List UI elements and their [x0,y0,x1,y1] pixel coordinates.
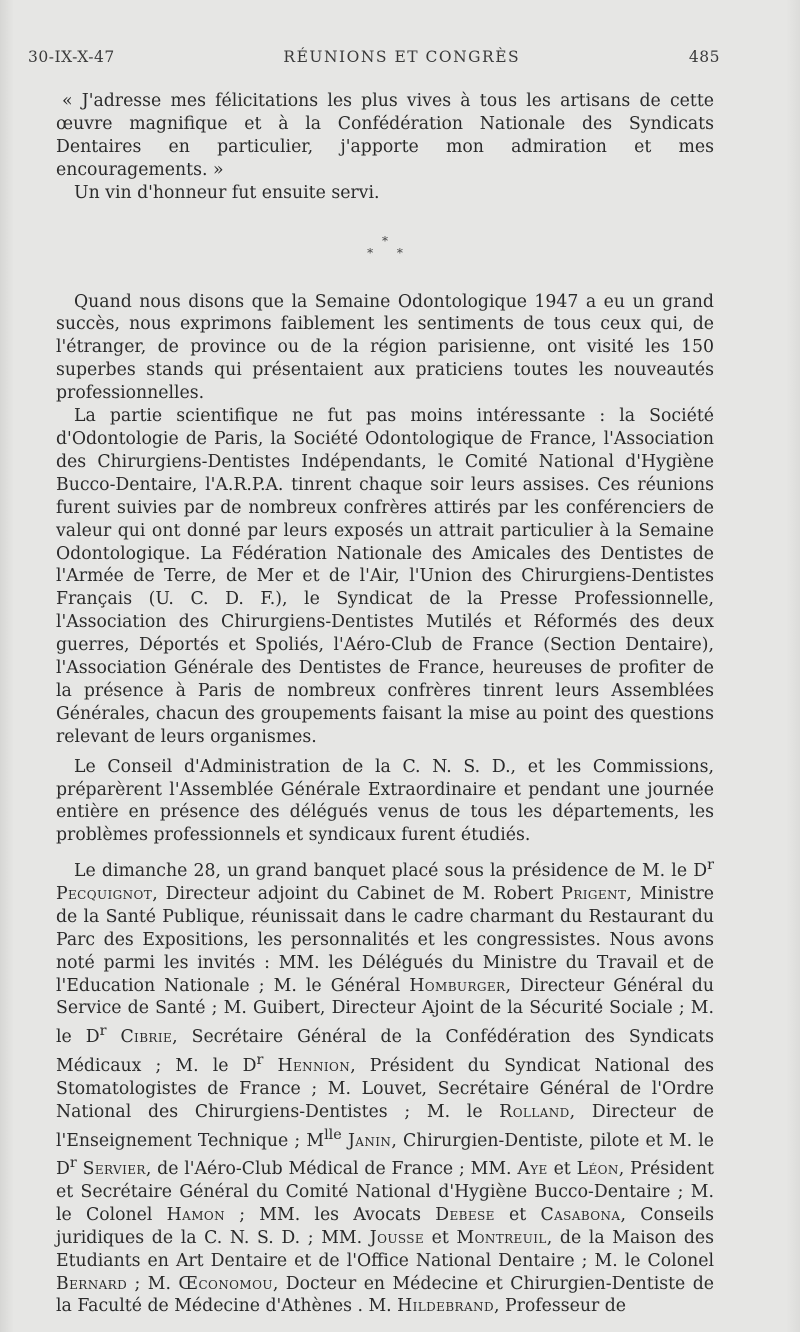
header-section-title: RÉUNIONS ET CONGRÈS [283,48,521,66]
person-name: Hennion [277,1055,351,1076]
person-name: Rolland [499,1101,570,1122]
person-name: Montreuil [456,1227,547,1248]
scientific-paragraph: La partie scientifique ne fut pas moins intéressante : la Société d'Odontologie de Paris, la Société Odontologique de France, l'Association des Chirurgiens-Dentistes Indépendants, le Comité National d'Hygiène Bucco-Dentaire, l'A.R.P.A. tinrent chaque soir leurs assises. Ces réunions furent suivies par de nombreux confrères attirés par les conférenciers de valeur qui ont donné par leurs exposés un attrait particulier à la Semaine Odontologique. La Fédération Nationale des Amicales des Dentistes de l'Armée de Terre, de Mer et de l'Air, l'Union des Chirurgiens-Dentistes Français (U. C. D. F.), le Syndicat de la Presse Professionnelle, l'Association des Chirurgiens-Dentistes Mutilés et Réformés des deux guerres, Déportés et Spoliés, l'Aéro-Club de France (Section Dentaire), l'Association Générale des Dentistes de France, heureuses de profiter de la présence à Paris de nombreux confrères tinrent leurs Assemblées Générales, chacun des groupements faisant la mise au point des questions relevant de leurs organismes. [56,406,714,747]
person-name: Prigent [561,883,627,904]
person-name: Casabona [540,1204,621,1225]
person-name: Debese [435,1204,495,1225]
person-name: Œconomou [178,1273,273,1294]
running-header [28,48,720,66]
person-name: Hildebrand [397,1296,494,1317]
person-name: Servier [82,1158,146,1179]
asterism-top: * [382,233,388,248]
person-name: Jousse [369,1227,425,1248]
person-name: Pecquignot [56,883,153,904]
person-name: Cibrie [120,1027,173,1048]
person-name: Hamon [166,1204,226,1225]
council-paragraph: Le Conseil d'Administration de la C. N. S. D., et les Commissions, préparèrent l'Assemblée Générale Extraordinaire et pendant une journée entière en présence des délégués venus de tous les départements, les problèmes professionnels et syndicaux furent étudiés. [56,756,714,846]
section-separator [56,235,714,259]
quote-paragraph: « J'adresse mes félicitations les plus vives à tous les artisans de cette œuvre magnifique et à la Confédération Nationale des Syndicats Dentaires en particulier, j'apporte mon admiration et mes encouragements. » [56,91,714,180]
success-paragraph: Quand nous disons que la Semaine Odontologique 1947 a eu un grand succès, nous exprimons faiblement les sentiments de tous ceux qui, de l'étranger, de province ou de la région parisienne, ont visité les 150 superbes stands qui présentaient aux praticiens toutes les nouveautés professionnelles. [56,291,714,404]
person-name: Aye [517,1158,548,1179]
person-name: Homburger [409,975,506,996]
person-name: Bernard [56,1273,128,1294]
person-name: Janin [347,1130,392,1151]
reception-paragraph: Un vin d'honneur fut ensuite servi. [74,182,380,203]
header-date: 30-IX-X-47 [28,48,115,66]
banquet-paragraph: Le dimanche 28, un grand banquet placé sous la présidence de M. le $D^r$ Pecquignot, Directeur adjoint du Cabinet de M. Robert Prigent, Ministre de la Santé Publique, réunissait dans le cadre charmant du Restaurant du Parc des Expositions, les personnalités et les congressistes. Nous avons noté parmi les invités : MM. les Délégués du Ministre du Travail et de l'Education Nationale ; M. le Général Homburger, Directeur Général du Service de Santé ; M. Guibert, Directeur Ajoint de la Sécurité Sociale ; M. le $D^r$ Cibrie, Secrétaire Général de la Confédération des Syndicats Médicaux ; M. le $D^r$ Hennion, Président du Syndicat National des Stomatologistes de France ; M. Louvet, Secrétaire Général de l'Ordre National des Chirurgiens-Dentistes ; M. le Rolland, Directeur de l'Enseignement Technique ; $M^{lle}$ Janin, Chirurgien-Dentiste, pilote et M. le $D^r$ Servier, de l'Aéro-Club Médical de France ; MM. Aye et Léon, Président et Secrétaire Général du Comité National d'Hygiène Bucco-Dentaire ; M. le Colonel Hamon ; MM. les Avocats Debese et Casabona, Conseils juridiques de la C. N. S. D. ; MM. Jousse et Montreuil, de la Maison des Etudiants en Art Dentaire et de l'Office National Dentaire ; M. le Colonel Bernard ; M. Œconomou, Docteur en Médecine et Chirurgien-Dentiste de la Faculté de Médecine d'Athènes . M. Hildebrand, Professeur de [56,857,715,1317]
page-number: 485 [688,48,720,66]
asterism-bottom: * * [367,245,413,260]
person-name: Léon [576,1158,619,1179]
